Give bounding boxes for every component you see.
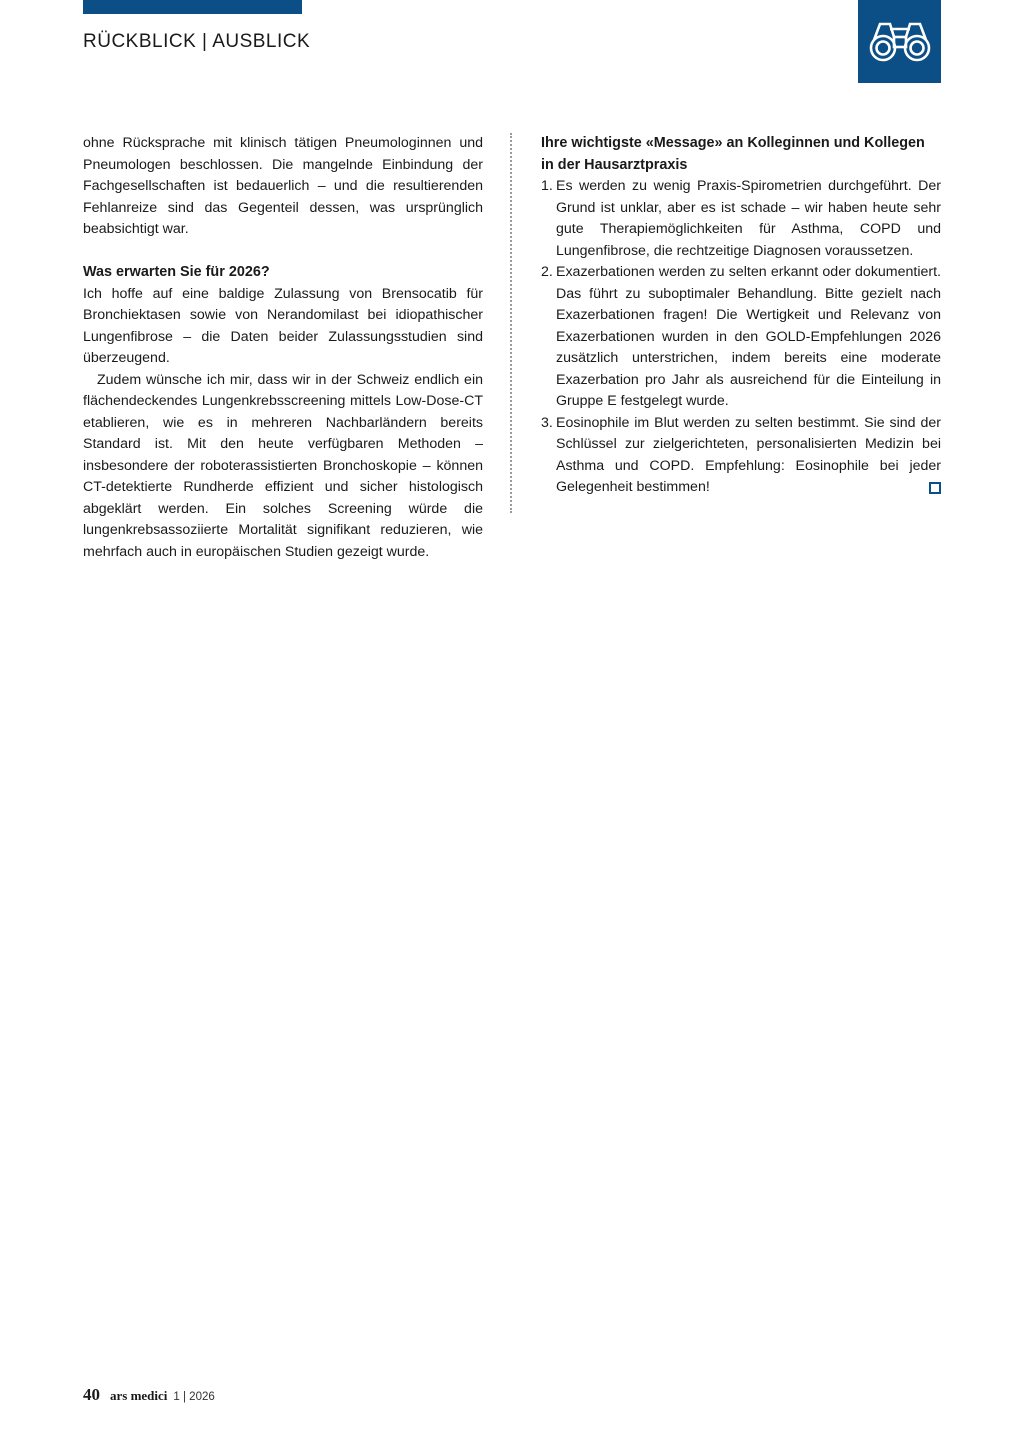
page-number: 40	[83, 1385, 100, 1404]
body-paragraph: Ich hoffe auf eine baldige Zulassung von Brensocatib für Bronchiektasen sowie von Nerandomilast bei idiopathischer Lungenfibrose – die Daten beider Zulassungsstudien sind überzeugend.	[83, 285, 483, 366]
issue-number: 1 | 2026	[173, 1391, 215, 1403]
subheading: Was erwarten Sie für 2026?	[83, 264, 270, 280]
list-text: Eosinophile im Blut werden zu selten bestimmt. Sie sind der Schlüssel zur zielgerichteten, personalisierten Medizin bei Asthma und COPD. Empfehlung: Eosinophile bei jeder Gelegenheit bestimmen!	[556, 414, 941, 495]
header-accent-bar	[83, 0, 302, 14]
list-item	[541, 176, 941, 262]
list-text: Exazerbationen werden zu selten erkannt oder dokumentiert. Das führt zu suboptimaler Behandlung. Bitte gezielt nach Exazerbationen fragen! Die Wertigkeit und Relevanz von Exazerbationen wurden in den GOLD-Empfehlungen 2026 zusätzlich unterstrichen, indem bereits eine moderate Exazerbation pro Jahr als ausreichend für die Einteilung in Gruppe E festgelegt wurde.	[556, 264, 941, 409]
list-number: 3.	[541, 414, 553, 431]
article-end-square-icon	[929, 482, 941, 494]
page-footer	[83, 1385, 215, 1405]
body-paragraph: ohne Rücksprache mit klinisch tätigen Pneumologinnen und Pneumologen beschlossen. Die mangelnde Einbindung der Fachgesellschaften ist bedauerlich – und die resultierenden Fehlanreize sind das Gegenteil dessen, was ursprünglich beabsichtigt war.	[83, 135, 483, 237]
section-icon-box	[858, 0, 941, 83]
subheading: Ihre wichtigste «Message» an Kolleginnen und Kollegen in der Hausarztpraxis	[541, 135, 925, 173]
list-item	[541, 262, 941, 413]
section-title: RÜCKBLICK | AUSBLICK	[83, 31, 311, 52]
list-number: 2.	[541, 264, 553, 280]
column-divider	[510, 133, 512, 513]
right-column	[541, 133, 941, 499]
message-list	[541, 176, 941, 499]
left-column	[83, 133, 483, 563]
list-number: 1.	[541, 178, 553, 194]
binoculars-icon	[868, 19, 932, 65]
list-item	[541, 413, 941, 499]
magazine-name: ars medici	[110, 1388, 168, 1403]
body-paragraph: Zudem wünsche ich mir, dass wir in der Schweiz endlich ein flächendeckendes Lungenkrebsscreening mittels Low-Dose-CT etablieren, wie es in mehreren Nachbarländern bereits Standard ist. Mit den heute verfügbaren Methoden – insbesondere der roboterassistierten Bronchoskopie – können CT-detektierte Rundherde effizient und sicher histologisch abgeklärt werden. Ein solches Screening würde die lungenkrebsassoziierte Mortalität signifikant reduzieren, wie mehrfach auch in europäischen Studien gezeigt wurde.	[83, 371, 483, 560]
list-text: Es werden zu wenig Praxis-Spirometrien durchgeführt. Der Grund ist unklar, aber es ist schade – wir haben heute sehr gute Therapiemöglichkeiten für Asthma, COPD und Lungenfibrose, die rechtzeitige Diagnosen voraussetzen.	[556, 178, 941, 259]
